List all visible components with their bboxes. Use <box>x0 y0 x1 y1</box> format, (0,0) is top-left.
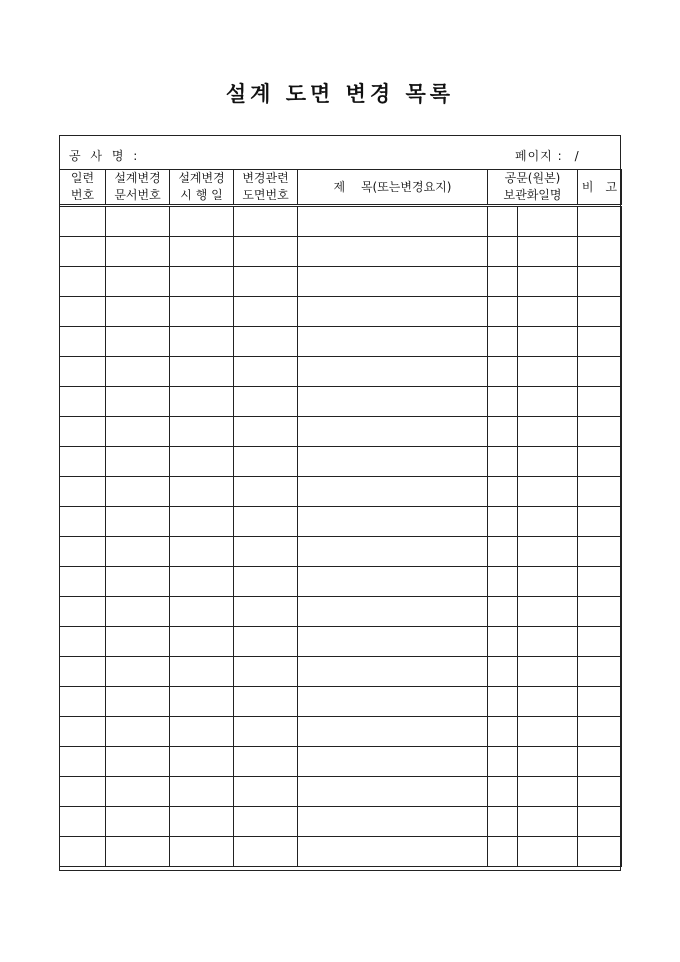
table-cell <box>578 537 622 567</box>
table-cell <box>488 807 518 837</box>
table-cell <box>518 777 578 807</box>
table-cell <box>106 297 170 327</box>
table-cell <box>518 417 578 447</box>
table-cell <box>578 477 622 507</box>
table-cell <box>106 387 170 417</box>
table-cell <box>170 807 234 837</box>
table-cell <box>106 807 170 837</box>
table-row <box>60 627 622 657</box>
table-cell <box>298 237 488 267</box>
table-cell <box>234 747 298 777</box>
table-row <box>60 837 622 867</box>
table-cell <box>60 477 106 507</box>
header-file-name: 공문(원본) 보관화일명 <box>488 170 578 206</box>
table-cell <box>106 417 170 447</box>
table-cell <box>234 777 298 807</box>
table-cell <box>170 597 234 627</box>
change-list-table <box>59 169 622 867</box>
table-cell <box>518 477 578 507</box>
table-cell <box>488 237 518 267</box>
table-cell <box>488 777 518 807</box>
table-cell <box>106 627 170 657</box>
table-cell <box>60 447 106 477</box>
table-cell <box>298 387 488 417</box>
table-cell <box>170 357 234 387</box>
table-cell <box>234 717 298 747</box>
table-cell <box>170 206 234 237</box>
table-cell <box>234 507 298 537</box>
table-cell <box>298 597 488 627</box>
table-cell <box>60 777 106 807</box>
table-row <box>60 417 622 447</box>
table-cell <box>170 237 234 267</box>
table-row <box>60 537 622 567</box>
table-cell <box>578 597 622 627</box>
header-drawing-no: 변경관련 도면번호 <box>234 170 298 206</box>
table-cell <box>578 357 622 387</box>
table-cell <box>234 687 298 717</box>
table-cell <box>234 537 298 567</box>
table-cell <box>578 447 622 477</box>
table-cell <box>578 387 622 417</box>
table-cell <box>60 687 106 717</box>
table-cell <box>578 747 622 777</box>
table-row <box>60 507 622 537</box>
table-cell <box>518 657 578 687</box>
table-cell <box>298 447 488 477</box>
table-cell <box>578 777 622 807</box>
table-cell <box>518 447 578 477</box>
table-cell <box>60 237 106 267</box>
table-cell <box>106 537 170 567</box>
table-cell <box>234 597 298 627</box>
table-cell <box>518 327 578 357</box>
table-cell <box>60 537 106 567</box>
table-cell <box>488 747 518 777</box>
table-cell <box>170 747 234 777</box>
table-cell <box>106 777 170 807</box>
table-cell <box>234 657 298 687</box>
table-cell <box>170 477 234 507</box>
table-cell <box>518 747 578 777</box>
table-cell <box>170 267 234 297</box>
table-cell <box>578 327 622 357</box>
table-row <box>60 237 622 267</box>
table-cell <box>60 507 106 537</box>
table-cell <box>170 387 234 417</box>
table-cell <box>106 717 170 747</box>
table-cell <box>170 627 234 657</box>
header-remarks: 비 고 <box>578 170 622 206</box>
table-cell <box>488 327 518 357</box>
table-row <box>60 777 622 807</box>
table-row <box>60 747 622 777</box>
table-cell <box>60 627 106 657</box>
table-cell <box>60 357 106 387</box>
table-cell <box>578 687 622 717</box>
table-cell <box>488 387 518 417</box>
table-cell <box>488 687 518 717</box>
table-cell <box>106 597 170 627</box>
table-cell <box>234 627 298 657</box>
table-cell <box>578 237 622 267</box>
change-list-form <box>59 135 621 871</box>
table-cell <box>234 357 298 387</box>
table-cell <box>234 417 298 447</box>
table-cell <box>60 807 106 837</box>
table-cell <box>170 567 234 597</box>
table-cell <box>578 837 622 867</box>
table-row <box>60 447 622 477</box>
table-cell <box>298 747 488 777</box>
table-cell <box>106 567 170 597</box>
table-cell <box>298 807 488 837</box>
table-row <box>60 807 622 837</box>
header-subject: 제 목(또는변경요지) <box>298 170 488 206</box>
table-cell <box>60 717 106 747</box>
table-cell <box>106 747 170 777</box>
table-cell <box>234 567 298 597</box>
table-cell <box>298 417 488 447</box>
table-cell <box>488 837 518 867</box>
page-label: 페이지 : <box>515 149 563 163</box>
table-cell <box>518 357 578 387</box>
table-cell <box>106 507 170 537</box>
table-cell <box>488 447 518 477</box>
table-cell <box>488 507 518 537</box>
table-cell <box>60 747 106 777</box>
table-cell <box>578 657 622 687</box>
table-cell <box>578 206 622 237</box>
table-cell <box>578 267 622 297</box>
table-cell <box>234 477 298 507</box>
table-cell <box>518 627 578 657</box>
table-cell <box>518 537 578 567</box>
table-cell <box>298 297 488 327</box>
table-cell <box>106 206 170 237</box>
table-cell <box>488 417 518 447</box>
table-cell <box>106 657 170 687</box>
table-cell <box>60 206 106 237</box>
table-cell <box>60 837 106 867</box>
table-cell <box>578 807 622 837</box>
table-cell <box>298 327 488 357</box>
document-title: 설계 도면 변경 목록 <box>225 81 455 106</box>
table-cell <box>60 417 106 447</box>
table-cell <box>488 357 518 387</box>
table-cell <box>298 627 488 657</box>
table-row <box>60 206 622 237</box>
table-cell <box>488 657 518 687</box>
table-cell <box>488 597 518 627</box>
table-cell <box>106 327 170 357</box>
table-cell <box>298 507 488 537</box>
table-row <box>60 687 622 717</box>
table-cell <box>298 657 488 687</box>
table-row <box>60 567 622 597</box>
table-cell <box>578 627 622 657</box>
table-cell <box>60 267 106 297</box>
table-cell <box>234 837 298 867</box>
header-doc-no: 설계변경 문서번호 <box>106 170 170 206</box>
table-cell <box>170 777 234 807</box>
table-row <box>60 387 622 417</box>
info-row <box>60 136 620 171</box>
table-cell <box>60 327 106 357</box>
table-cell <box>298 777 488 807</box>
table-cell <box>106 687 170 717</box>
table-cell <box>518 297 578 327</box>
table-cell <box>518 387 578 417</box>
table-row <box>60 357 622 387</box>
table-cell <box>60 657 106 687</box>
table-cell <box>518 597 578 627</box>
table-cell <box>488 627 518 657</box>
table-cell <box>170 447 234 477</box>
table-row <box>60 267 622 297</box>
table-cell <box>518 807 578 837</box>
table-cell <box>488 567 518 597</box>
table-cell <box>106 447 170 477</box>
table-cell <box>170 657 234 687</box>
table-header-row <box>60 170 622 206</box>
table-cell <box>298 537 488 567</box>
table-cell <box>234 807 298 837</box>
table-cell <box>170 687 234 717</box>
table-cell <box>170 717 234 747</box>
project-name-label: 공 사 명 : <box>69 149 141 163</box>
table-cell <box>488 267 518 297</box>
table-cell <box>488 297 518 327</box>
table-cell <box>234 267 298 297</box>
table-cell <box>60 597 106 627</box>
table-cell <box>518 507 578 537</box>
table-cell <box>488 717 518 747</box>
table-cell <box>578 717 622 747</box>
header-effective-date: 설계변경 시 행 일 <box>170 170 234 206</box>
table-cell <box>518 687 578 717</box>
table-row <box>60 597 622 627</box>
table-cell <box>170 507 234 537</box>
page-separator: / <box>574 149 580 163</box>
table-cell <box>518 567 578 597</box>
table-cell <box>170 327 234 357</box>
table-cell <box>518 237 578 267</box>
table-cell <box>170 417 234 447</box>
table-row <box>60 327 622 357</box>
table-cell <box>578 567 622 597</box>
table-cell <box>518 206 578 237</box>
table-cell <box>106 477 170 507</box>
header-serial-no: 일련 번호 <box>60 170 106 206</box>
table-cell <box>578 507 622 537</box>
table-cell <box>298 206 488 237</box>
table-cell <box>518 837 578 867</box>
table-cell <box>298 267 488 297</box>
table-cell <box>234 237 298 267</box>
table-cell <box>106 237 170 267</box>
table-row <box>60 477 622 507</box>
table-cell <box>170 537 234 567</box>
table-cell <box>298 687 488 717</box>
table-cell <box>488 477 518 507</box>
table-cell <box>106 357 170 387</box>
table-cell <box>298 357 488 387</box>
table-row <box>60 717 622 747</box>
table-cell <box>234 387 298 417</box>
table-cell <box>60 567 106 597</box>
table-cell <box>518 717 578 747</box>
table-cell <box>60 387 106 417</box>
table-cell <box>298 567 488 597</box>
table-cell <box>298 477 488 507</box>
table-cell <box>298 837 488 867</box>
table-cell <box>518 267 578 297</box>
table-row <box>60 297 622 327</box>
page-number-field <box>515 147 580 164</box>
table-cell <box>578 297 622 327</box>
table-row <box>60 657 622 687</box>
table-cell <box>170 297 234 327</box>
table-cell <box>106 837 170 867</box>
table-cell <box>234 327 298 357</box>
table-cell <box>234 447 298 477</box>
table-cell <box>60 297 106 327</box>
table-cell <box>106 267 170 297</box>
table-cell <box>488 537 518 567</box>
table-cell <box>298 717 488 747</box>
table-cell <box>488 206 518 237</box>
table-cell <box>170 837 234 867</box>
table-cell <box>234 297 298 327</box>
table-cell <box>578 417 622 447</box>
table-cell <box>234 206 298 237</box>
